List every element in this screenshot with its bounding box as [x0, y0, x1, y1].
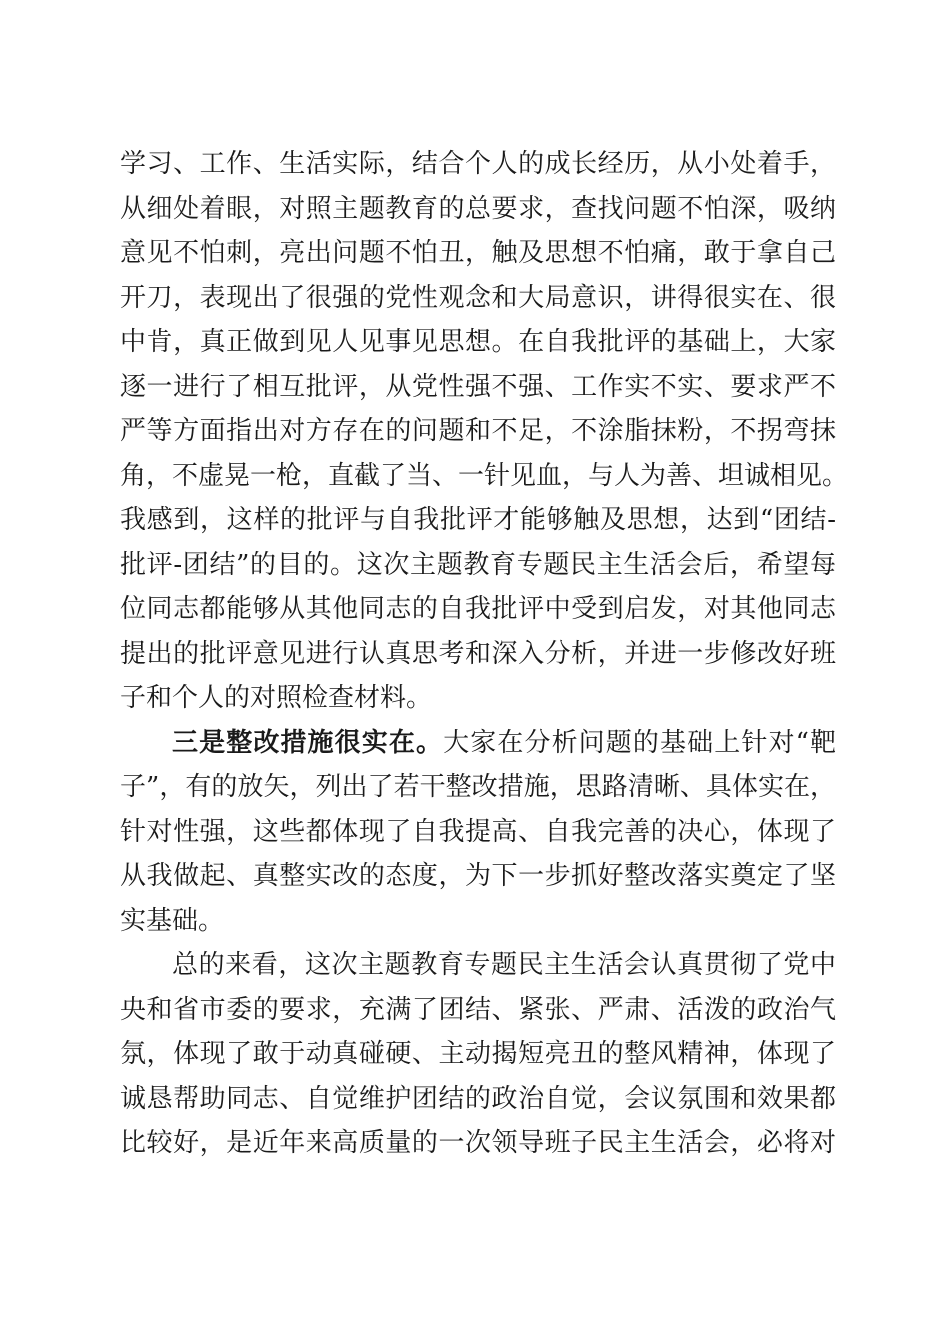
paragraph-first-line: 总的来看，这次主题教育专题民主生活会认真贯彻了党中 [172, 950, 836, 980]
text-line: 比较好，是近年来高质量的一次领导班子民主生活会，必将对 [120, 1128, 836, 1158]
text-line: 开刀，表现出了很强的党性观念和大局意识，讲得很实在、很 [120, 282, 836, 313]
text-line: 学习、工作、生活实际，结合个人的成长经历，从小处着手， [120, 149, 836, 179]
paragraph-first-line [120, 721, 836, 766]
text-line: 从细处着眼，对照主题教育的总要求，查找问题不怕深，吸纳 [120, 193, 836, 224]
text-line: 位同志都能够从其他同志的自我批评中受到启发，对其他同志 [120, 594, 836, 624]
document-body [120, 142, 849, 1166]
text-span: 大家在分析问题的基础上针对“靶 [443, 727, 836, 758]
text-line: 实基础。 [120, 905, 225, 936]
text-line: 意见不怕刺，亮出问题不怕丑，触及思想不怕痛，敢于拿自己 [120, 238, 836, 268]
text-line: 从我做起、真整实改的态度，为下一步抓好整改落实奠定了坚 [120, 861, 836, 891]
text-line: 严等方面指出对方存在的问题和不足，不涂脂抹粉，不拐弯抹 [120, 416, 836, 446]
text-line: 子和个人的对照检查材料。 [120, 683, 433, 713]
text-line: 央和省市委的要求，充满了团结、紧张、严肃、活泼的政治气 [120, 994, 836, 1025]
text-line: 提出的批评意见进行认真思考和深入分析，并进一步修改好班 [120, 638, 836, 669]
text-line: 诚恳帮助同志、自觉维护团结的政治自觉，会议氛围和效果都 [120, 1083, 836, 1114]
text-line: 角，不虚晃一枪，直截了当、一针见血，与人为善、坦诚相见。 [120, 460, 849, 491]
text-line: 氛，体现了敢于动真碰硬、主动揭短亮丑的整风精神，体现了 [120, 1039, 836, 1069]
text-line: 针对性强，这些都体现了自我提高、自我完善的决心，体现了 [120, 816, 836, 847]
text-line: 批评-团结”的目的。这次主题教育专题民主生活会后，希望每 [120, 549, 836, 580]
text-line: 中肯，真正做到见人见事见思想。在自我批评的基础上，大家 [120, 327, 836, 357]
text-line: 我感到，这样的批评与自我批评才能够触及思想，达到“团结- [120, 505, 836, 535]
paragraph-heading: 三是整改措施很实在。 [172, 727, 444, 758]
text-line: 逐一进行了相互批评，从党性强不强、工作实不实、要求严不 [120, 371, 836, 402]
text-line: 子”，有的放矢，列出了若干整改措施，思路清晰、具体实在， [120, 772, 836, 802]
